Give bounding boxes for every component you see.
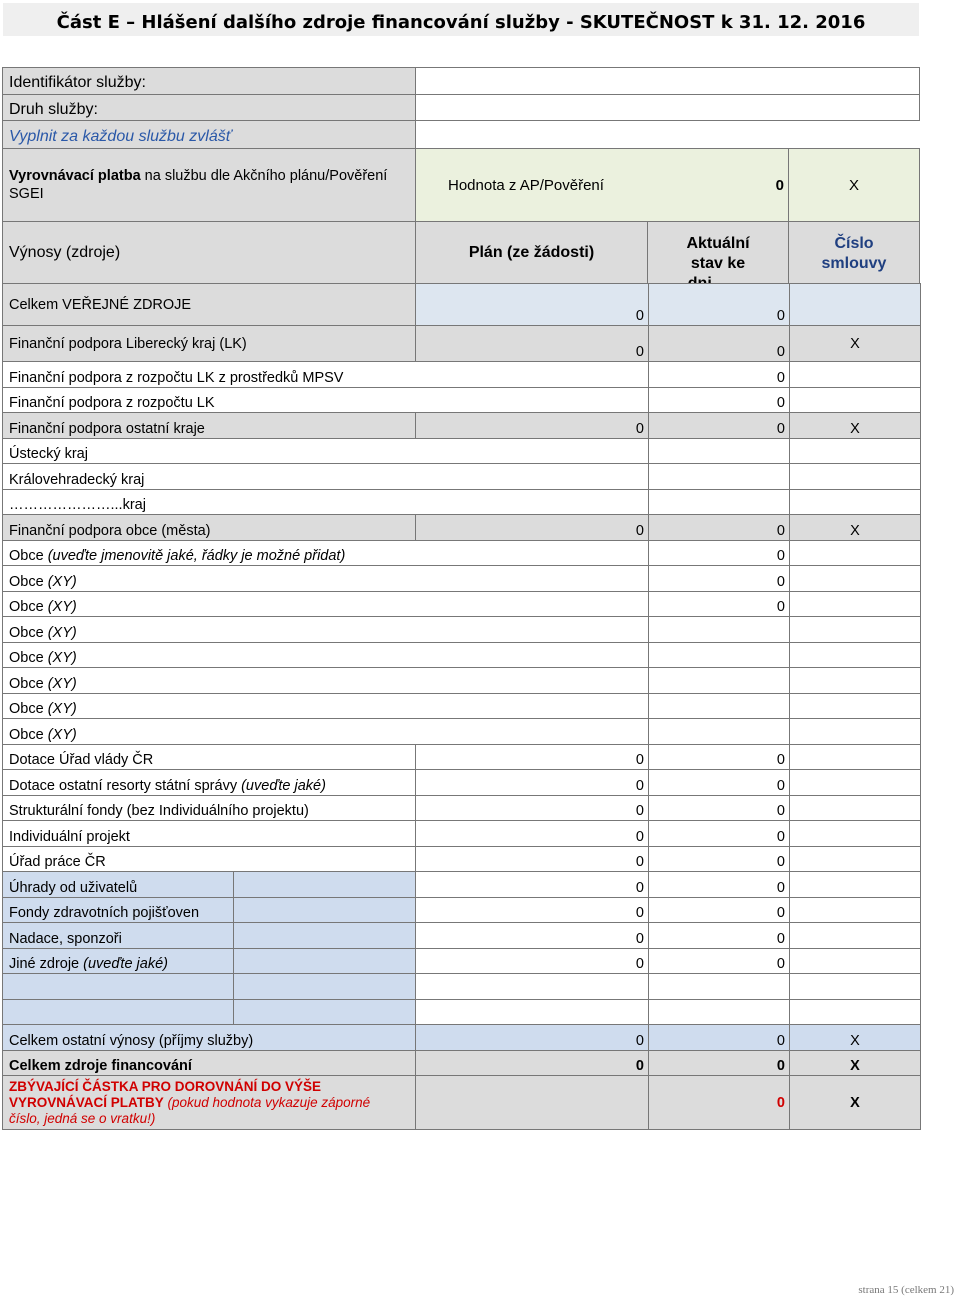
row-cislo[interactable] — [790, 489, 921, 515]
row-label — [3, 719, 649, 745]
row-label-main: Jiné zdroje — [9, 956, 80, 972]
vyplnit-note-cell — [2, 120, 416, 149]
row-aktualni[interactable]: 0 — [649, 566, 790, 592]
table-row — [3, 540, 921, 566]
table-row — [3, 591, 921, 617]
aktualni-header: Aktuální stav ke — [686, 235, 750, 272]
row-cislo[interactable] — [790, 821, 921, 847]
row-cislo[interactable] — [790, 693, 921, 719]
table-row — [3, 744, 921, 770]
row-cislo[interactable] — [790, 362, 921, 388]
table-row — [3, 974, 921, 1000]
row-label-spacer — [234, 872, 416, 898]
table-row — [3, 642, 921, 668]
table-row — [3, 617, 921, 643]
row-label-note: (XY) — [43, 701, 77, 717]
row-aktualni[interactable]: 0 — [649, 413, 790, 439]
row-plan[interactable]: 0 — [416, 770, 649, 796]
row-label-main: Obce — [9, 548, 44, 564]
aktualni-header-cell — [647, 221, 789, 284]
row-aktualni[interactable]: 0 — [649, 326, 790, 362]
row-aktualni[interactable]: 0 — [649, 770, 790, 796]
hodnota-value: 0 — [775, 177, 784, 194]
table-row — [3, 897, 921, 923]
row-plan[interactable]: 0 — [416, 846, 649, 872]
row-plan[interactable]: 0 — [416, 923, 649, 949]
vyplnit-note: Vyplnit za každou službu zvlášť — [9, 128, 232, 145]
row-aktualni[interactable] — [649, 999, 790, 1025]
row-cislo[interactable] — [790, 540, 921, 566]
row-label — [3, 668, 649, 694]
table-row — [3, 438, 921, 464]
row-plan[interactable]: 0 — [416, 821, 649, 847]
zbyvajici-label — [3, 1076, 416, 1130]
row-cislo[interactable] — [790, 668, 921, 694]
row-plan[interactable]: 0 — [416, 795, 649, 821]
table-row — [3, 387, 921, 413]
identifikator-label-cell — [2, 67, 416, 95]
row-label — [3, 770, 416, 796]
table-row — [3, 1050, 921, 1076]
row-label: Královehradecký kraj — [3, 464, 649, 490]
cislo-header-cell — [788, 221, 920, 284]
row-cislo[interactable] — [790, 591, 921, 617]
row-cislo[interactable] — [790, 464, 921, 490]
row-cislo[interactable] — [790, 617, 921, 643]
row-label-main: Obce — [9, 726, 44, 743]
table-row — [3, 795, 921, 821]
row-label-note: (XY) — [43, 599, 77, 615]
row-cislo[interactable] — [790, 719, 921, 745]
row-label-spacer — [234, 923, 416, 949]
row-aktualni[interactable]: 0 — [649, 846, 790, 872]
row-aktualni[interactable] — [649, 693, 790, 719]
row-label-main: Obce — [9, 624, 44, 641]
row-cislo[interactable] — [790, 872, 921, 898]
row-label: Finanční podpora ostatní kraje — [3, 413, 416, 439]
row-aktualni[interactable]: 0 — [649, 821, 790, 847]
cislo-header: Číslo smlouvy — [821, 235, 887, 272]
row-cislo[interactable] — [790, 923, 921, 949]
table-row — [3, 872, 921, 898]
row-label-main: Obce — [9, 599, 44, 615]
row-cislo[interactable]: X — [790, 1050, 921, 1076]
table-row — [3, 999, 921, 1025]
row-aktualni[interactable]: 0 — [649, 923, 790, 949]
row-label-note: (uveďte jmenovitě jaké, řádky je možné přidat) — [43, 548, 346, 564]
row-plan[interactable]: 0 — [416, 897, 649, 923]
row-cislo[interactable] — [790, 770, 921, 796]
row-label-spacer — [234, 974, 416, 1000]
row-plan[interactable] — [416, 974, 649, 1000]
row-label-main: Obce — [9, 650, 44, 666]
druh-input[interactable] — [415, 94, 920, 121]
row-label: Celkem VEŘEJNÉ ZDROJE — [3, 284, 416, 326]
table-row — [3, 770, 921, 796]
row-label: Individuální projekt — [3, 821, 416, 847]
row-label — [3, 617, 649, 643]
row-cislo[interactable] — [790, 284, 921, 326]
row-label-note: (XY) — [43, 650, 77, 666]
vyrovnavaci-bold: Vyrovnávací platba — [9, 168, 141, 184]
row-cislo[interactable] — [790, 438, 921, 464]
row-label — [3, 566, 649, 592]
row-label-note: (XY) — [43, 624, 77, 641]
row-label: Finanční podpora obce (města) — [3, 515, 416, 541]
row-label — [3, 540, 649, 566]
row-label: Úřad práce ČR — [3, 846, 416, 872]
vynosy-table — [2, 283, 921, 1130]
table-row — [3, 821, 921, 847]
row-label: Fondy zdravotních pojišťoven — [3, 897, 234, 923]
table-row — [3, 515, 921, 541]
row-plan[interactable]: 0 — [416, 948, 649, 974]
row-plan[interactable]: 0 — [416, 413, 649, 439]
row-label — [3, 642, 649, 668]
plan-header: Plán (ze žádosti) — [468, 244, 595, 261]
vyrovnavaci-cell — [2, 148, 416, 222]
row-cislo[interactable] — [790, 897, 921, 923]
table-row — [3, 566, 921, 592]
row-plan[interactable]: 0 — [416, 1025, 649, 1051]
row-aktualni[interactable] — [649, 974, 790, 1000]
zbyvajici-label-main: ZBÝVAJÍCÍ ČÁSTKA PRO DOROVNÁNÍ DO VÝŠE VYROVNÁVACÍ PLATBY — [9, 1078, 322, 1110]
hodnota-cell — [415, 148, 789, 222]
row-aktualni[interactable]: 0 — [649, 284, 790, 326]
row-plan[interactable]: 0 — [416, 515, 649, 541]
page-title: Část E – Hlášení dalšího zdroje financování služby - SKUTEČNOST k 31. 12. 2016 — [3, 3, 919, 36]
row-cislo[interactable]: X — [790, 326, 921, 362]
row-cislo[interactable] — [790, 948, 921, 974]
row-label — [3, 591, 649, 617]
row-label-note: (XY) — [43, 573, 77, 590]
table-row — [3, 923, 921, 949]
row-plan[interactable]: 0 — [416, 1050, 649, 1076]
row-label: Finanční podpora z rozpočtu LK — [3, 387, 649, 413]
row-label-spacer — [234, 948, 416, 974]
identifikator-input[interactable] — [415, 67, 920, 95]
table-row — [3, 948, 921, 974]
row-plan[interactable]: 0 — [416, 326, 649, 362]
hodnota-label: Hodnota z AP/Pověření — [448, 177, 604, 194]
row-aktualni[interactable]: 0 — [649, 872, 790, 898]
table-row — [3, 362, 921, 388]
row-label: Ústecký kraj — [3, 438, 649, 464]
row-aktualni[interactable]: 0 — [649, 744, 790, 770]
table-row — [3, 846, 921, 872]
zbyvajici-label-note: (pokud hodnota vykazuje záporné číslo, jedná se o vratku!) — [9, 1094, 371, 1126]
row-aktualni[interactable]: 0 — [649, 515, 790, 541]
row-cislo[interactable] — [790, 846, 921, 872]
row-aktualni[interactable]: 0 — [649, 795, 790, 821]
row-cislo[interactable] — [790, 744, 921, 770]
row-cislo[interactable] — [790, 566, 921, 592]
row-label: Dotace Úřad vlády ČR — [3, 744, 416, 770]
row-cislo[interactable] — [790, 642, 921, 668]
vyrovnavaci-rest: na službu dle Akčního plánu/Pověření SGEI — [9, 168, 388, 202]
vynosy-header-cell — [2, 221, 416, 284]
table-row — [3, 1025, 921, 1051]
row-aktualni[interactable] — [649, 489, 790, 515]
row-label: Celkem ostatní výnosy (příjmy služby) — [3, 1025, 416, 1051]
row-label-note: (XY) — [43, 675, 77, 692]
vynosy-header: Výnosy (zdroje) — [9, 244, 121, 261]
row-label-main: Dotace ostatní resorty státní správy — [9, 777, 238, 794]
row-aktualni[interactable]: 0 — [649, 362, 790, 388]
zbyvajici-x: X — [790, 1076, 921, 1130]
row-label-spacer — [234, 999, 416, 1025]
row-cislo[interactable] — [790, 795, 921, 821]
row-label: Úhrady od uživatelů — [3, 872, 234, 898]
table-row — [3, 693, 921, 719]
table-row — [3, 489, 921, 515]
zbyvajici-plan — [416, 1076, 649, 1130]
row-aktualni[interactable]: 0 — [649, 387, 790, 413]
row-aktualni[interactable]: 0 — [649, 897, 790, 923]
row-aktualni[interactable] — [649, 668, 790, 694]
row-label — [3, 948, 234, 974]
row-aktualni[interactable] — [649, 438, 790, 464]
table-row — [3, 464, 921, 490]
row-aktualni[interactable]: 0 — [649, 1025, 790, 1051]
table-row — [3, 719, 921, 745]
row-label-note: (uveďte jaké) — [79, 956, 168, 972]
page-footer: strana 15 (celkem 21) — [858, 1284, 954, 1296]
table-row — [3, 326, 921, 362]
row-cislo[interactable] — [790, 999, 921, 1025]
identifikator-label: Identifikátor služby: — [9, 74, 146, 91]
row-aktualni[interactable]: 0 — [649, 540, 790, 566]
row-plan[interactable]: 0 — [416, 872, 649, 898]
table-row — [3, 668, 921, 694]
druh-label-cell — [2, 94, 416, 121]
row-label: Finanční podpora z rozpočtu LK z prostředků MPSV — [3, 362, 649, 388]
row-label-note: (XY) — [43, 726, 77, 743]
row-cislo[interactable]: X — [790, 515, 921, 541]
row-cislo[interactable] — [790, 974, 921, 1000]
table-row — [3, 413, 921, 439]
row-aktualni[interactable]: 0 — [649, 1050, 790, 1076]
row-label: Strukturální fondy (bez Individuálního projektu) — [3, 795, 416, 821]
row-label: Finanční podpora Liberecký kraj (LK) — [3, 326, 416, 362]
row-aktualni[interactable]: 0 — [649, 948, 790, 974]
row-label-main: Obce — [9, 701, 44, 717]
table-row — [3, 1076, 921, 1130]
row-cislo[interactable] — [790, 387, 921, 413]
row-cislo[interactable]: X — [790, 413, 921, 439]
row-plan[interactable]: 0 — [416, 284, 649, 326]
row-label-spacer — [234, 897, 416, 923]
row-aktualni[interactable] — [649, 617, 790, 643]
row-aktualni[interactable] — [649, 719, 790, 745]
zbyvajici-value: 0 — [649, 1076, 790, 1130]
row-cislo[interactable]: X — [790, 1025, 921, 1051]
row-label: …………………...kraj — [3, 489, 649, 515]
row-label[interactable] — [3, 974, 234, 1000]
row-label: Nadace, sponzoři — [3, 923, 234, 949]
plan-header-cell — [415, 221, 648, 284]
row-aktualni[interactable]: 0 — [649, 591, 790, 617]
row-label — [3, 693, 649, 719]
table-row — [3, 284, 921, 326]
row-plan[interactable]: 0 — [416, 744, 649, 770]
row-plan[interactable] — [416, 999, 649, 1025]
row-label-main: Obce — [9, 573, 44, 590]
row-aktualni[interactable] — [649, 464, 790, 490]
row-label-main: Obce — [9, 675, 44, 692]
row-aktualni[interactable] — [649, 642, 790, 668]
row-label[interactable] — [3, 999, 234, 1025]
hodnota-x-cell — [788, 148, 920, 222]
druh-label: Druh služby: — [9, 101, 98, 118]
row-label-note: (uveďte jaké) — [237, 777, 326, 794]
hodnota-x: X — [848, 177, 859, 194]
row-label: Celkem zdroje financování — [3, 1050, 416, 1076]
